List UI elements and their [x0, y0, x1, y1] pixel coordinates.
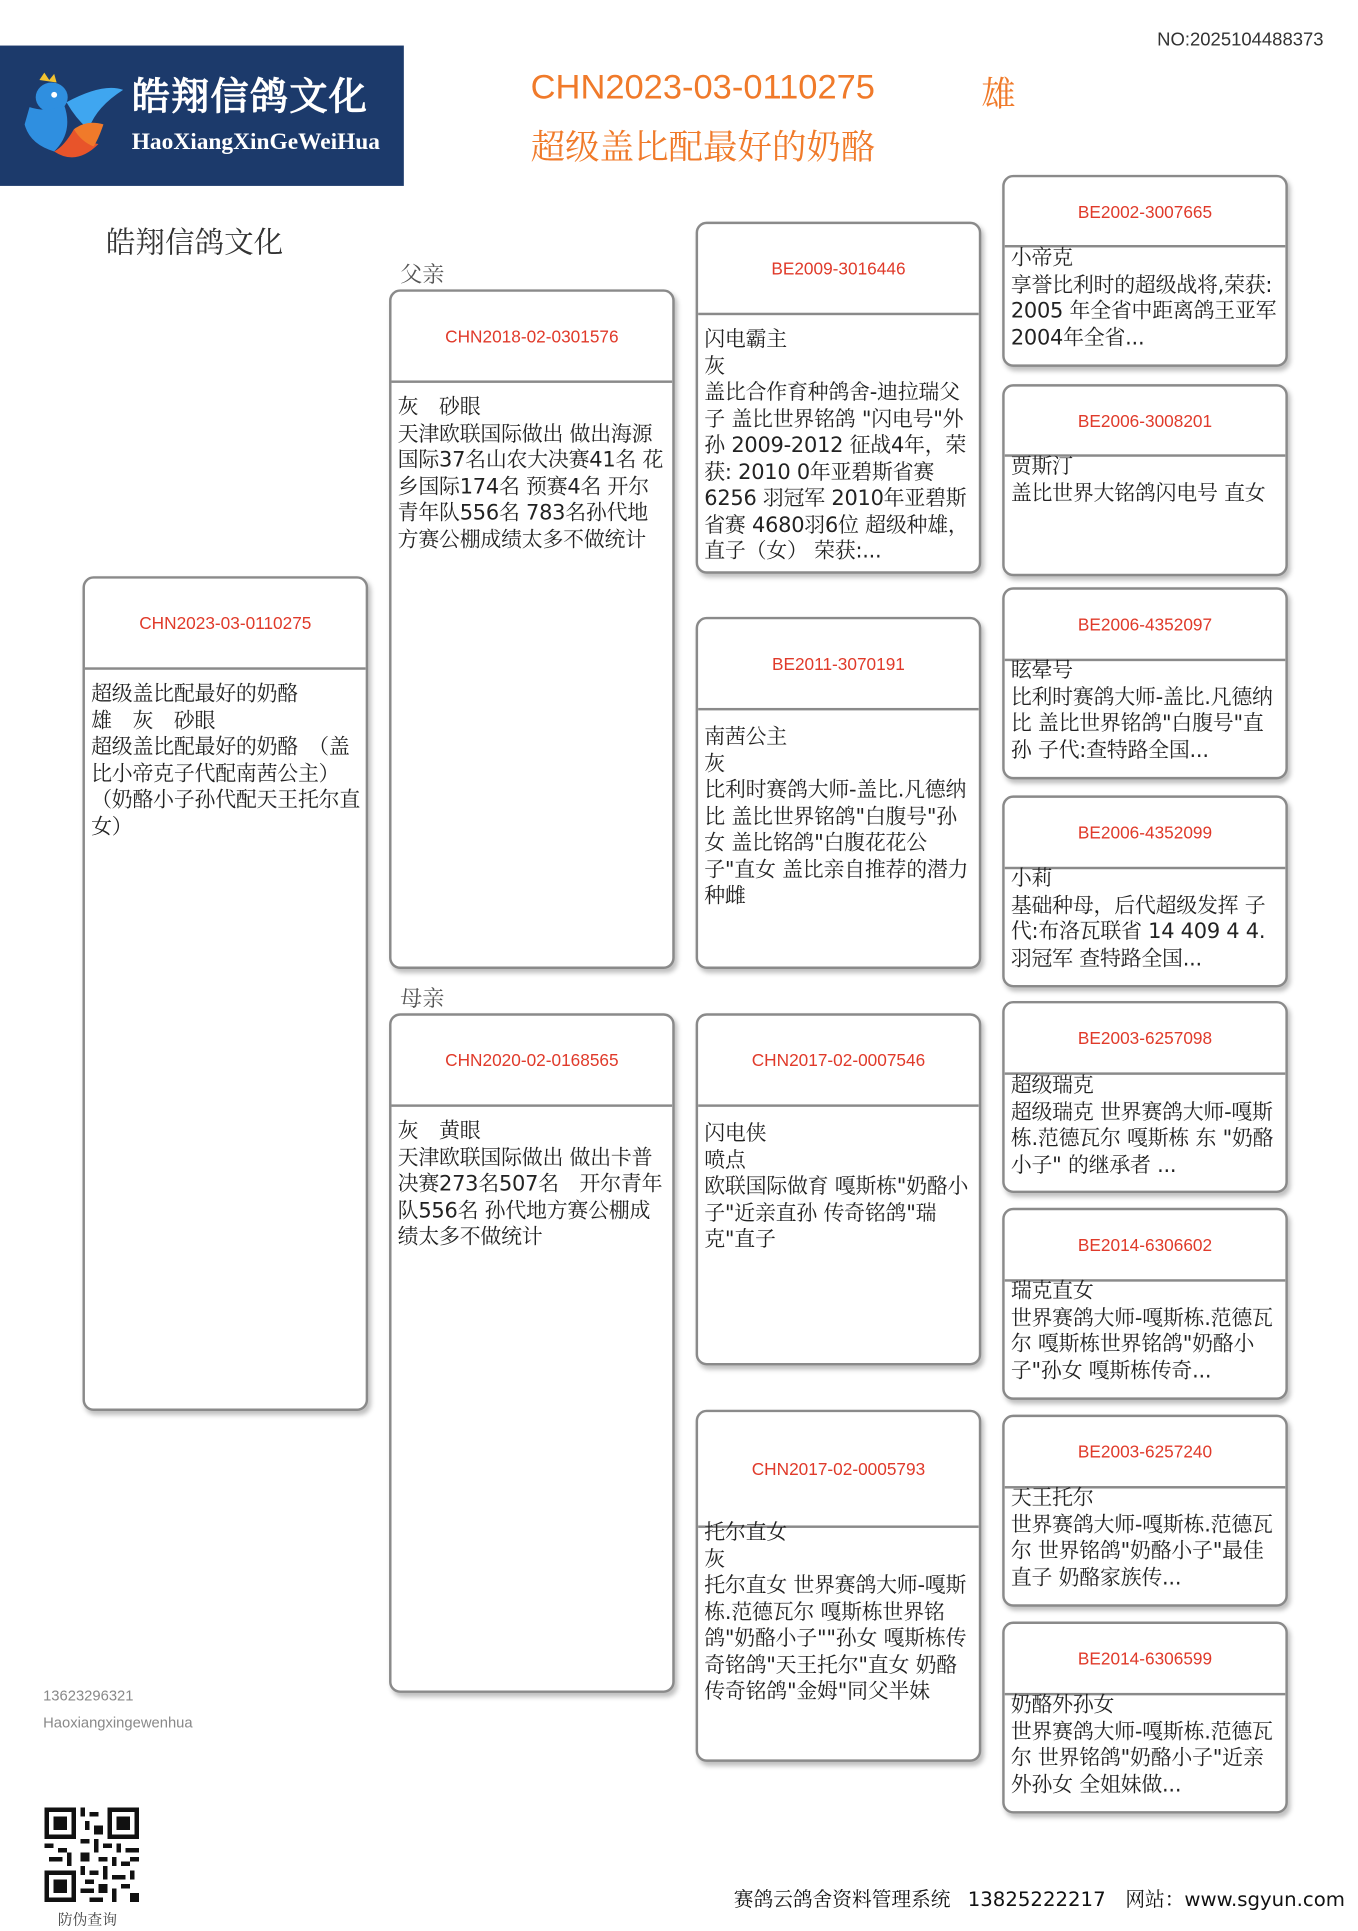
dam-ring: CHN2020-02-0168565: [392, 1016, 673, 1107]
great-grandparent-text: 奶酪外孙女 世界赛鸽大师-嘎斯栋.范德瓦尔 世界铭鸽"奶酪小子"近亲外孙女 全姐妹做...: [1010, 1692, 1273, 1797]
qr-code-icon: [44, 1807, 139, 1902]
title-name: 超级盖比配最好的奶酪: [530, 126, 876, 168]
great-grandparent-card-4: [1002, 795, 1288, 987]
subject-card: [82, 576, 368, 1411]
grandparent-ring: CHN2017-02-0007546: [698, 1016, 979, 1107]
great-grandparent-card-1: [1002, 175, 1288, 367]
grandsire-paternal-card: [696, 222, 982, 574]
grandparent-ring: CHN2017-02-0005793: [698, 1412, 979, 1528]
grandparent-text: 南茜公主 灰 比利时赛鸽大师-盖比.凡德纳比 盖比世界铭鸽"白腹号"孙女 盖比铭鸽"白腹花花公子"直女 盖比亲自推荐的潜力种雌: [704, 725, 969, 909]
granddam-maternal-card: [696, 1410, 982, 1762]
footer-site-link[interactable]: www.sgyun.com: [1184, 1887, 1345, 1911]
dam-card: [389, 1013, 675, 1693]
title-sex: 雄: [981, 73, 1016, 115]
dam-text: 灰 黄眼 天津欧联国际做出 做出卡普决赛273名507名 开尔青年队556名 孙代地方赛公棚成绩太多不做统计: [397, 1119, 663, 1250]
studio-name: 皓翔信鸽文化: [105, 225, 284, 260]
great-grandparent-ring: BE2006-4352097: [1005, 590, 1286, 661]
sire-card: [389, 289, 675, 969]
great-grandparent-text: 天王托尔 世界赛鸽大师-嘎斯栋.范德瓦尔 世界铭鸽"奶酪小子"最佳直子 奶酪家族传...: [1010, 1486, 1273, 1591]
bird-logo-icon: [17, 70, 128, 168]
great-grandparent-text: 贾斯汀 盖比世界大铭鸽闪电号 直女: [1010, 454, 1266, 506]
great-grandparent-ring: BE2014-6306599: [1005, 1624, 1286, 1695]
great-grandparent-text: 眩晕号 比利时赛鸽大师-盖比.凡德纳比 盖比世界铭鸽"白腹号"直孙 子代:查特路全国...: [1010, 658, 1273, 763]
great-grandparent-card-8: [1002, 1621, 1288, 1813]
father-label: 父亲: [400, 262, 445, 289]
contact-phone: 13623296321: [43, 1686, 134, 1704]
great-grandparent-text: 小帝克 享誉比利时的超级战将,荣获: 2005 年全省中距离鸽王亚军 2004年全省...: [1010, 246, 1277, 351]
contact-site: Haoxiangxingewenhua: [43, 1713, 193, 1732]
logo-text-cn: 皓翔信鸽文化: [131, 75, 369, 120]
subject-text: 超级盖比配最好的奶酪 雄 灰 砂眼 超级盖比配最好的奶酪 （盖比小帝克子代配南茜公主）（奶酪小子孙代配天王托尔直女）: [91, 682, 361, 840]
logo-text-en: HaoXiangXinGeWeiHua: [131, 129, 380, 156]
grandparent-ring: BE2011-3070191: [698, 619, 979, 710]
great-grandparent-ring: BE2003-6257240: [1005, 1417, 1286, 1488]
great-grandparent-ring: BE2006-4352099: [1005, 798, 1286, 869]
certificate-number: NO:2025104488373: [1157, 29, 1324, 51]
granddam-paternal-card: [696, 617, 982, 969]
qr-code[interactable]: [44, 1807, 139, 1902]
grandparent-text: 闪电霸主 灰 盖比合作育种鸽舍-迪拉瑞父子 盖比世界铭鸽 "闪电号"外孙 2009-2012 征战4年，荣获: 2010 0年亚碧斯省赛 6256 羽冠军 2010年亚碧斯省赛 4680羽6位 超级种雄，直子（女） 荣获:...: [704, 327, 969, 564]
great-grandparent-ring: BE2014-6306602: [1005, 1210, 1286, 1281]
grandparent-text: 闪电侠 喷点 欧联国际做育 嘎斯栋"奶酪小子"近亲直孙 传奇铭鸽"瑞克"直子: [704, 1121, 969, 1253]
great-grandparent-card-7: [1002, 1415, 1288, 1607]
sire-text: 灰 砂眼 天津欧联国际做出 做出海源国际37名山农大决赛41名 花乡国际174名 预赛4名 开尔青年队556名 783名孙代地方赛公棚成绩太多不做统计: [397, 395, 664, 553]
great-grandparent-card-3: [1002, 587, 1288, 779]
qr-label: 防伪查询: [57, 1910, 117, 1929]
footer: [734, 1884, 1345, 1912]
subject-ring: CHN2023-03-0110275: [85, 579, 366, 670]
footer-site-label: 网站：: [1125, 1887, 1185, 1911]
grandparent-ring: BE2009-3016446: [698, 224, 979, 315]
footer-system: 赛鸽云鸽舍资料管理系统: [733, 1887, 951, 1911]
mother-label: 母亲: [400, 986, 445, 1013]
great-grandparent-text: 小莉 基础种母，后代超级发挥 子代:布洛瓦联省 14 409 4 4. 羽冠军 查特路全国...: [1010, 866, 1266, 971]
grandparent-text: 托尔直女 灰 托尔直女 世界赛鸽大师-嘎斯栋.范德瓦尔 嘎斯栋世界铭鸽"奶酪小子""孙女 嘎斯栋传奇铭鸽"天王托尔"直女 奶酪传奇铭鸽"金姆"同父半妹: [704, 1520, 967, 1704]
brand-logo: [0, 46, 404, 186]
great-grandparent-text: 超级瑞克 超级瑞克 世界赛鸽大师-嘎斯栋.范德瓦尔 嘎斯栋 东 "奶酪小子" 的继承者 ...: [1010, 1073, 1274, 1178]
great-grandparent-text: 瑞克直女 世界赛鸽大师-嘎斯栋.范德瓦尔 嘎斯栋世界铭鸽"奶酪小子"孙女 嘎斯栋传奇...: [1010, 1279, 1273, 1384]
footer-phone: 13825222217: [967, 1887, 1106, 1911]
great-grandparent-card-6: [1002, 1208, 1288, 1400]
great-grandparent-card-5: [1002, 1001, 1288, 1193]
sire-ring: CHN2018-02-0301576: [392, 292, 673, 383]
great-grandparent-ring: BE2003-6257098: [1005, 1003, 1286, 1074]
great-grandparent-ring: BE2006-3008201: [1005, 387, 1286, 457]
great-grandparent-ring: BE2002-3007665: [1005, 177, 1286, 247]
grandsire-maternal-card: [696, 1013, 982, 1365]
great-grandparent-card-2: [1002, 384, 1288, 576]
title-ring: CHN2023-03-0110275: [530, 67, 875, 106]
